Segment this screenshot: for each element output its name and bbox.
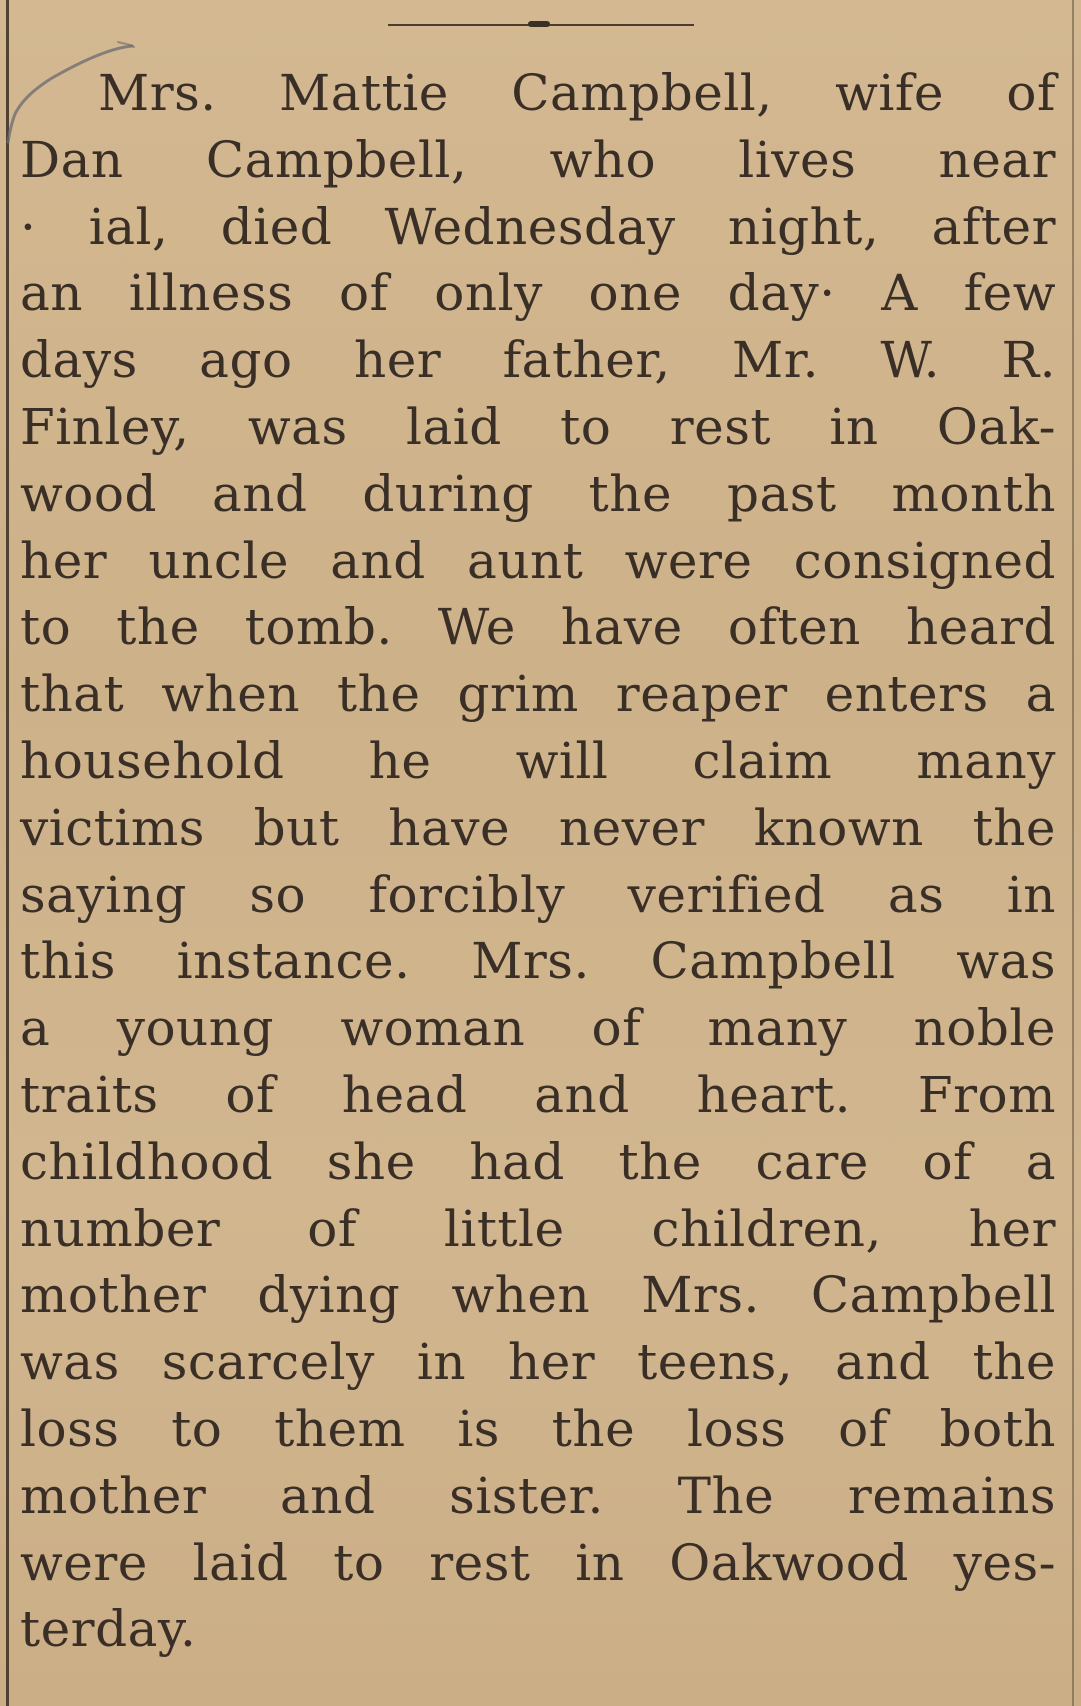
article-line: a young woman of many noble: [20, 999, 1056, 1058]
obituary-article: [20, 60, 1056, 1663]
divider-ornament: [528, 21, 550, 27]
article-line: was scarcely in her teens, and the: [20, 1333, 1056, 1392]
left-column-rule: [6, 0, 9, 1706]
article-line: were laid to rest in Oakwood yes-: [20, 1533, 1056, 1592]
article-line: terday.: [20, 1600, 197, 1659]
article-line: saying so forcibly verified as in: [20, 865, 1056, 924]
article-line: this instance. Mrs. Campbell was: [20, 932, 1056, 991]
article-line: Mrs. Mattie Campbell, wife of: [98, 64, 1056, 122]
article-line: loss to them is the loss of both: [20, 1399, 1056, 1458]
article-line: an illness of only one day· A few: [20, 264, 1056, 323]
article-line: wood and during the past month: [20, 464, 1056, 523]
article-line: childhood she had the care of a: [20, 1132, 1056, 1191]
article-line: that when the grim reaper enters a: [20, 665, 1056, 724]
article-line: her uncle and aunt were consigned: [20, 531, 1056, 590]
article-line: traits of head and heart. From: [20, 1065, 1056, 1124]
article-line: Finley, was laid to rest in Oak-: [20, 397, 1056, 456]
article-line: victims but have never known the: [20, 798, 1056, 857]
article-line: number of little children, her: [20, 1199, 1056, 1258]
article-line: household he will claim many: [20, 731, 1056, 790]
article-line: Dan Campbell, who lives near: [20, 130, 1056, 189]
article-line: mother and sister. The remains: [20, 1466, 1056, 1525]
right-column-rule: [1072, 0, 1074, 1706]
article-line: to the tomb. We have often heard: [20, 598, 1056, 657]
article-line: · ial, died Wednesday night, after: [20, 197, 1056, 256]
article-line: days ago her father, Mr. W. R.: [20, 331, 1056, 390]
article-line: mother dying when Mrs. Campbell: [20, 1266, 1056, 1325]
